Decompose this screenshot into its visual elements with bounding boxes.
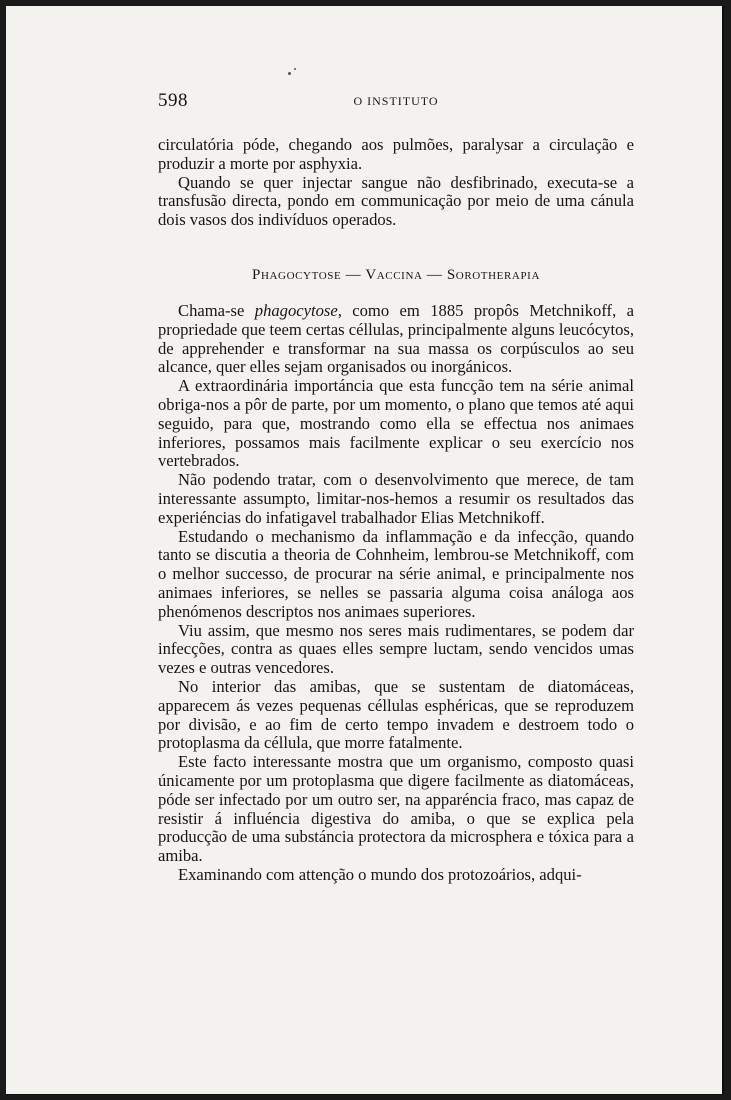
paragraph: No interior das amibas, que se sustentam de diatomáceas, apparecem ás vezes pequenas céllulas esphéricas, que se reproduzem por divisão, e ao fim de certo tempo invadem e destroem todo o protoplasma da céllula, que morre fatalmente. <box>158 676 634 753</box>
paragraph: Este facto interessante mostra que um organismo, composto quasi únicamente por um protoplasma que digere facilmente as diatomáceas, póde ser infectado por um outro ser, na apparéncia fraco, mas capaz de resistir á influéncia digestiva do amiba, o que se explica pela producção de uma substáncia protectora da microsphera e tóxica para a amiba. <box>158 752 634 866</box>
continued-text <box>158 136 634 230</box>
section-body <box>158 302 634 885</box>
paragraph: A extraordinária importáncia que esta funcção tem na série animal obriga-nos a pôr de parte, por um momento, o plano que temos até aqui seguido, para que, mostrando como ella se effectua nos animaes inferiores, possamos mais facilmente explicar o seu exercício nos vertebrados. <box>158 376 634 471</box>
paragraph: Viu assim, que mesmo nos seres mais rudimentares, se podem dar infecções, contra as quaes elles sempre luctam, sendo vencidos umas vezes e outras vencedores. <box>158 620 634 678</box>
intro-rest: como em 1885 propôs Metchnikoff, a propriedade que teem certas céllulas, principalmente alguns leucócytos, de apprehender e transformar na sua massa os corpúsculos ao seu alcance, quer elles sejam organisados ou inorgánicos. <box>158 301 634 377</box>
paragraph: Estudando o mechanismo da inflammação e da infecção, quando tanto se discutia a theoria de Cohnheim, lembrou-se Metchnikoff, com o melhor successo, de procurar na série animal, e principalmente nos animaes inferiores, se nelles se passaria alguma coisa análoga aos phenómenos descriptos nos animaes superiores. <box>158 526 634 621</box>
phagocytose-term: phagocytose, <box>254 301 342 320</box>
book-page <box>6 6 724 1095</box>
paragraph: Examinando com attenção o mundo dos protozoários, adqui- <box>178 864 582 884</box>
page-speck <box>294 68 296 70</box>
running-head <box>158 90 634 112</box>
page-speck <box>288 72 291 75</box>
paragraph: circulatória póde, chegando aos pulmões, paralysar a circulação e produzir a morte por asphyxia. <box>158 135 634 173</box>
intro-paragraph <box>158 302 634 377</box>
journal-title: O INSTITUTO <box>353 94 439 108</box>
intro-lead: Chama-se <box>178 301 255 320</box>
section-heading: Phagocytose — Vaccina — Sorotherapia <box>252 267 540 283</box>
paragraph: Quando se quer injectar sangue não desfibrinado, executa-se a transfusão directa, pondo em communicação por meio de uma cánula dois vasos dos indivíduos operados. <box>158 172 634 230</box>
page-number: 598 <box>158 90 188 111</box>
paragraph: Não podendo tratar, com o desenvolvimento que merece, de tam interessante assumpto, limitar-nos-hemos a resumir os resultados das experiéncias do infatigavel trabalhador Elias Metchnikoff. <box>158 470 634 527</box>
